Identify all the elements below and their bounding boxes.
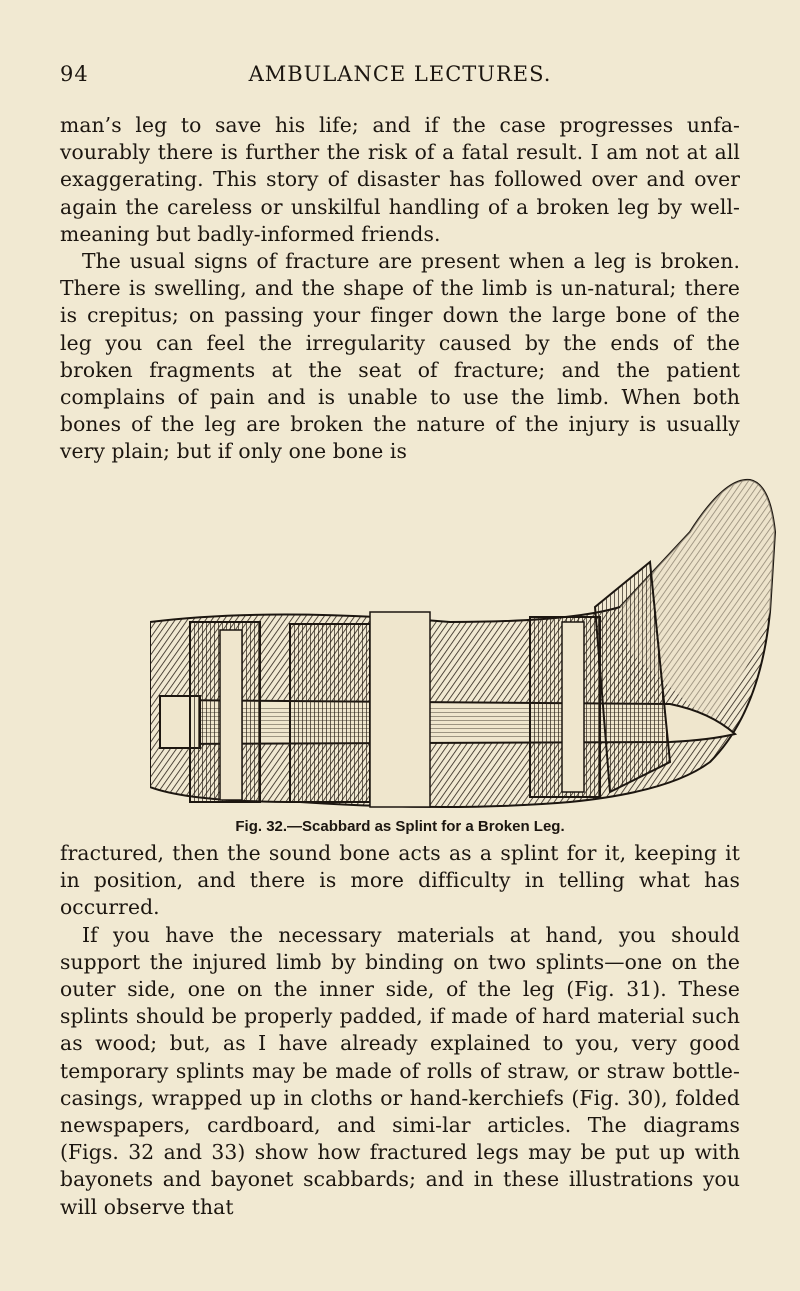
paragraph: The usual signs of fracture are present when a leg is broken. There is swelling, and the shape of the limb is un-natural; there is crepitus; on passing your finger down the large bone of the leg you can feel the irregularity caused by the ends of the broken fragments at the seat of fracture; and the patient complains of pain and is unable to use the limb. When both bones of the leg are broken the nature of the injury is usually very plain; but if only one bone is (60, 249, 740, 464)
leg-splint-engraving (150, 472, 800, 824)
figure-caption: Fig. 32.—Scabbard as Splint for a Broken Leg. (235, 818, 565, 835)
body-text-top (60, 112, 740, 466)
page-number: 94 (60, 62, 89, 86)
running-title: AMBULANCE LECTURES. (248, 62, 552, 86)
paragraph: fractured, then the sound bone acts as a splint for it, keeping it in position, and there is more difficulty in telling what has occurred. (60, 841, 740, 920)
body-text-bottom (60, 840, 740, 1221)
page-header (60, 62, 740, 96)
figure-splinted-leg-illustration (150, 472, 800, 824)
paragraph: man’s leg to save his life; and if the case progresses unfa-vourably there is further the risk of a fatal result. I am not at all exaggerating. This story of disaster has followed over and over again the careless or unskilful handling of a broken leg by well-meaning but badly-informed friends. (60, 113, 740, 246)
paragraph: If you have the necessary materials at hand, you should support the injured limb by binding on two splints—one on the outer side, one on the inner side, of the leg (Fig. 31). These splints should be properly padded, if made of hard material such as wood; but, as I have already explained to you, very good temporary splints may be made of rolls of straw, or straw bottle-casings, wrapped up in cloths or hand-kerchiefs (Fig. 30), folded newspapers, cardboard, and simi-lar articles. The diagrams (Figs. 32 and 33) show how fractured legs may be put up with bayonets and bayonet scabbards; and in these illustrations you will observe that (60, 922, 740, 1219)
